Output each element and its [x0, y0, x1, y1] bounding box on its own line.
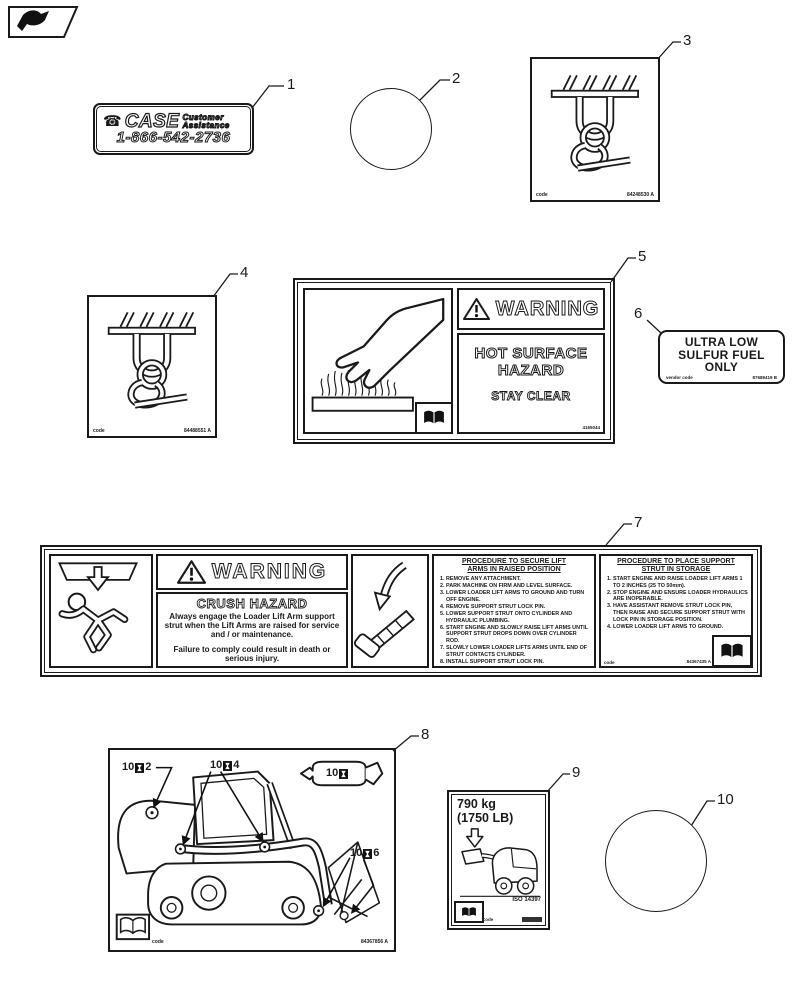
down-arrow-icon [467, 829, 483, 847]
procedure-steps [604, 576, 748, 630]
procedure-step: 3. HAVE ASSISTANT REMOVE STRUT LOCK PIN, THEN RAISE AND SECURE SUPPORT STRUT WITH LOCK PIN IN STORAGE POSITION. [613, 603, 748, 623]
support-strut-illustration [351, 554, 429, 668]
decal-hot-surface-hazard [293, 278, 615, 444]
callout-6[interactable]: 6 [634, 305, 643, 322]
case-brand-text: CASE [124, 111, 180, 132]
decal-round-blank-small [350, 88, 432, 170]
part-number: 84488551 A [183, 428, 211, 434]
decal-tie-down-point-large [87, 295, 217, 438]
callout-7[interactable]: 7 [634, 514, 643, 531]
fuel-text-line1: ULTRA LOW [684, 335, 759, 349]
procedure-step: 8. INSTALL SUPPORT STRUT LOCK PIN. [446, 659, 591, 666]
procedure-secure-lift-arms: PROCEDURE TO SECURE LIFT ARMS IN RAISED POSITION 1. REMOVE ANY ATTACHMENT. 2. PARK MACHINE ON FIRM AND LEVEL SURFACE. 3. LOWER LOADER LIFT ARMS TO GROUND AND TURN OFF ENGINE. 4. REMOVE SUPPORT STRUT LOCK PIN. 5. LOWER SUPPORT STRUT ONTO CYLINDER AND HYDRAULIC PLUMBING. 6. START ENGINE AND SLOWLY RAISE LIFT ARMS UNTIL SUPPORT STRUT DROPS DOWN OVER CYLINDER ROD. 7. SLOWLY LOWER LOADER LIFTS ARMS UNTIL END OF STRUT CONTACTS CYLINDER. 8. INSTALL SUPPORT STRUT LOCK PIN. [432, 554, 596, 668]
operators-manual-icon [712, 635, 752, 667]
callout-3[interactable]: 3 [683, 32, 692, 49]
code-label: Code [482, 917, 494, 922]
callout-5[interactable]: 5 [638, 248, 647, 265]
warning-triangle-icon [177, 559, 206, 585]
code-label: code [604, 660, 615, 665]
assistance-phone-number: 1-866-542-2736 [116, 129, 231, 146]
procedure-title: PROCEDURE TO PLACE SUPPORT [617, 558, 735, 565]
part-number: 84248530 A [626, 192, 654, 198]
warning-header [156, 554, 348, 590]
hot-surface-illustration [303, 288, 453, 434]
parts-section-icon [8, 6, 80, 39]
part-number: 84367435 A [686, 659, 711, 664]
crush-illustration [49, 554, 153, 668]
callout-9[interactable]: 9 [572, 764, 581, 781]
telephone-icon: ☎ [103, 113, 122, 130]
code-label: code [536, 192, 548, 198]
fuel-text-line3: ONLY [704, 360, 739, 374]
part-number: 84359485 [521, 917, 542, 922]
decal-ultra-low-sulfur-fuel [658, 330, 785, 384]
decal-payload-rating [447, 790, 550, 930]
crush-hazard-title: CRUSH HAZARD [196, 596, 308, 611]
decal-tie-down-point-small [530, 57, 660, 202]
callout-10[interactable]: 10 [717, 791, 734, 808]
procedure-step: 5. LOWER SUPPORT STRUT ONTO CYLINDER AND HYDRAULIC PLUMBING. [446, 611, 591, 624]
tie-down-pictogram [97, 301, 205, 421]
hazard-text-line1: HOT SURFACE [474, 345, 588, 362]
tie-down-callout-rear: 10 2 [122, 761, 152, 773]
operators-manual-icon [415, 402, 453, 434]
crush-hazard-consequence: Failure to comply could result in death or serious injury. [173, 645, 331, 663]
tie-down-symbol-icon [339, 769, 348, 779]
procedure-step: 2. PARK MACHINE ON FIRM AND LEVEL SURFACE. [446, 583, 591, 590]
callout-8[interactable]: 8 [421, 726, 430, 743]
warning-word: WARNING [211, 560, 328, 583]
loader-payload-illustration [454, 827, 545, 903]
track-loader-illustration [110, 750, 390, 946]
tie-down-symbol-icon [223, 761, 232, 771]
curved-arrow-icon [375, 593, 390, 610]
procedure-steps [437, 576, 591, 665]
warning-triangle-icon [463, 297, 490, 321]
procedure-step: 3. LOWER LOADER LIFT ARMS TO GROUND AND TURN OFF ENGINE. [446, 590, 591, 603]
decal-tie-down-locations [108, 748, 396, 952]
procedure-step: 6. START ENGINE AND SLOWLY RAISE LIFT ARMS UNTIL SUPPORT STRUT DROPS DOWN OVER CYLINDER ROD. [446, 625, 591, 645]
warning-header [457, 288, 605, 330]
callout-4[interactable]: 4 [240, 264, 249, 281]
tie-down-callout-mid: 10 4 [210, 759, 240, 771]
customer-text: Customer [182, 112, 224, 122]
warning-word: WARNING [495, 297, 600, 320]
tie-down-tag-label: 10 [326, 768, 348, 779]
hazard-text-line2: HAZARD [497, 362, 565, 379]
hand-icon [337, 299, 444, 388]
part-number: 4165044 [582, 425, 600, 430]
code-label: code [152, 939, 164, 945]
tie-down-symbol-icon [135, 763, 144, 773]
decal-case-customer-assistance [93, 103, 254, 155]
procedure-title: PROCEDURE TO SECURE LIFT [461, 558, 567, 565]
operators-manual-icon [454, 901, 484, 923]
operators-manual-icon [117, 915, 149, 940]
decal-crush-hazard [40, 545, 762, 677]
tie-down-pictogram [540, 63, 648, 185]
payload-metric: 790 kg [457, 797, 496, 811]
procedure-step: 4. LOWER LOADER LIFT ARMS TO GROUND. [613, 624, 748, 631]
callout-1[interactable]: 1 [287, 76, 296, 93]
assistance-text: Assistance [182, 120, 230, 130]
code-label: code [93, 428, 105, 434]
stay-clear-text: STAY CLEAR [491, 389, 571, 403]
fuel-text-line2: SULFUR FUEL [678, 347, 765, 362]
crush-hazard-body: Always engage the Loader Lift Arm support strut when the Lift Arms are raised for service and / or maintenance. [164, 612, 340, 639]
procedure-step: 1. START ENGINE AND RAISE LOADER LIFT ARMS 1 TO 2 INCHES (25 TO 50mm). [613, 576, 748, 589]
part-number: 87689419 B [752, 375, 777, 380]
procedure-step: 7. SLOWLY LOWER LOADER LIFTS ARMS UNTIL END OF STRUT CONTACTS CYLINDER. [446, 645, 591, 658]
payload-imperial: (1750 LB) [457, 810, 514, 825]
procedure-step: 4. REMOVE SUPPORT STRUT LOCK PIN. [446, 604, 591, 611]
iso-standard-text: ISO 14397 [512, 897, 541, 903]
procedure-strut-storage: PROCEDURE TO PLACE SUPPORT STRUT IN STORAGE 1. START ENGINE AND RAISE LOADER LIFT ARMS 1 TO 2 INCHES (25 TO 50mm). 2. STOP ENGINE AND ENSURE LOADER HYDRAULICS ARE INOPERABLE. 3. HAVE ASSISTANT REMOVE STRUT LOCK PIN, THEN RAISE AND SECURE SUPPORT STRUT WITH LOCK PIN IN STORAGE POSITION. 4. LOWER LOADER LIFT ARMS TO GROUND. code 84367435 A [599, 554, 753, 668]
tie-down-symbol-icon [363, 849, 372, 859]
decal-round-blank-large [605, 810, 707, 912]
part-number: 84367856 A [360, 939, 388, 945]
callout-2[interactable]: 2 [452, 70, 461, 87]
tie-down-callout-front: 10 6 [350, 847, 380, 859]
vendor-code-label: vendor code [666, 375, 693, 380]
procedure-step: 1. REMOVE ANY ATTACHMENT. [446, 576, 591, 583]
procedure-step: 2. STOP ENGINE AND ENSURE LOADER HYDRAULICS ARE INOPERABLE. [613, 590, 748, 603]
